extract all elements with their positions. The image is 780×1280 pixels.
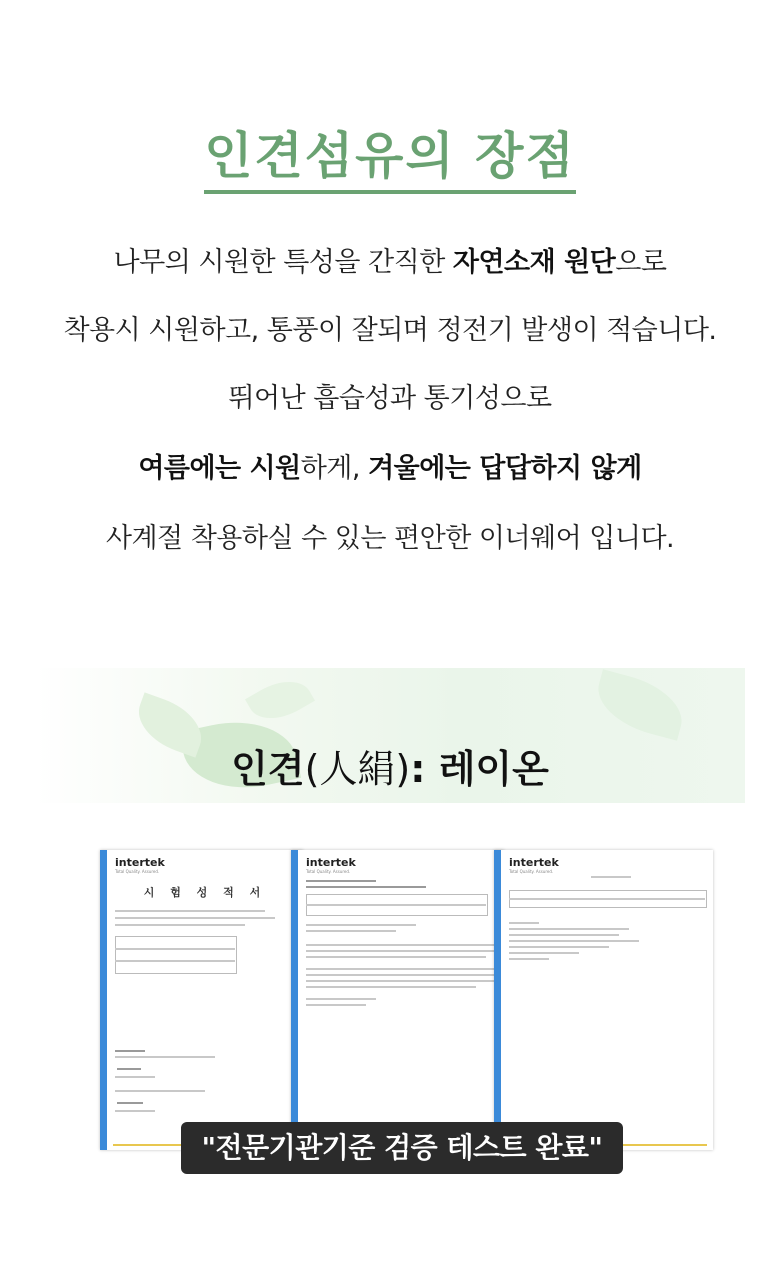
document-line [306,968,496,970]
leaf-decoration [245,669,315,730]
description-line-3: 뛰어난 흡습성과 통기성으로 [228,383,552,414]
document-line [306,980,496,982]
report-heading: 시 험 성 적 서 [143,886,267,899]
document-line [306,944,496,946]
banner-colon: : [410,747,439,791]
document-line [306,986,476,988]
test-report-page-2 [291,850,504,1150]
document-line [509,928,629,930]
document-line [115,1050,145,1052]
section-title-wrap [0,126,780,194]
document-line [115,960,235,962]
line-4-bold-winter: 겨울에는 답답하지 않게 [368,453,642,484]
document-line [306,974,496,976]
document-line [509,952,579,954]
banner-word: 인견 [231,747,305,791]
intertek-logo: intertek [306,856,356,869]
signature-line [117,1068,141,1070]
description-line-4 [0,446,780,485]
document-line [306,904,486,906]
document-table [115,936,237,974]
signature-line [117,1102,143,1104]
line-1-suffix: 으로 [615,247,667,278]
document-line [306,1004,366,1006]
document-line [306,886,426,888]
intertek-logo: intertek [509,856,559,869]
document-line [115,1090,205,1092]
document-line [115,924,245,926]
document-line [115,917,275,919]
document-line [509,934,619,936]
line-4-bold-summer: 여름에는 시원 [138,453,301,484]
document-line [306,924,416,926]
document-line [306,950,496,952]
banner-hanja: (人絹) [304,747,411,791]
line-1-text: 나무의 시원한 특성을 간직한 [113,247,453,278]
document-line [115,1076,155,1078]
document-line [509,898,705,900]
leaf-decoration [590,669,690,741]
document-line [115,910,265,912]
document-line [306,880,376,882]
banner-title [0,738,780,793]
description-line-2: 착용시 시원하고, 통풍이 잘되며 정전기 발생이 적습니다. [63,315,717,346]
banner-value: 레이온 [438,747,549,791]
description-line-5: 사계절 착용하실 수 있는 편안한 이너웨어 입니다. [105,523,675,554]
test-report-page-1 [100,850,303,1150]
document-line [509,958,549,960]
document-line [306,998,376,1000]
document-line [509,922,539,924]
intertek-tagline: Total Quality. Assured. [115,869,160,874]
document-line [115,948,235,950]
intertek-tagline: Total Quality. Assured. [509,869,554,874]
document-line [115,1056,215,1058]
section-title: 인견섬유의 장점 [204,126,576,194]
document-line [509,940,639,942]
description-line-1 [0,240,780,279]
document-line [306,956,486,958]
document-line [306,930,396,932]
intertek-tagline: Total Quality. Assured. [306,869,351,874]
document-line [115,1110,155,1112]
line-1-bold-text: 자연소재 원단 [452,247,616,278]
document-line [591,876,631,878]
certification-caption: "전문기관기준 검증 테스트 완료" [181,1122,623,1174]
line-4-text: 하게, [300,453,369,484]
test-report-page-3 [494,850,713,1150]
intertek-logo: intertek [115,856,165,869]
document-line [509,946,609,948]
